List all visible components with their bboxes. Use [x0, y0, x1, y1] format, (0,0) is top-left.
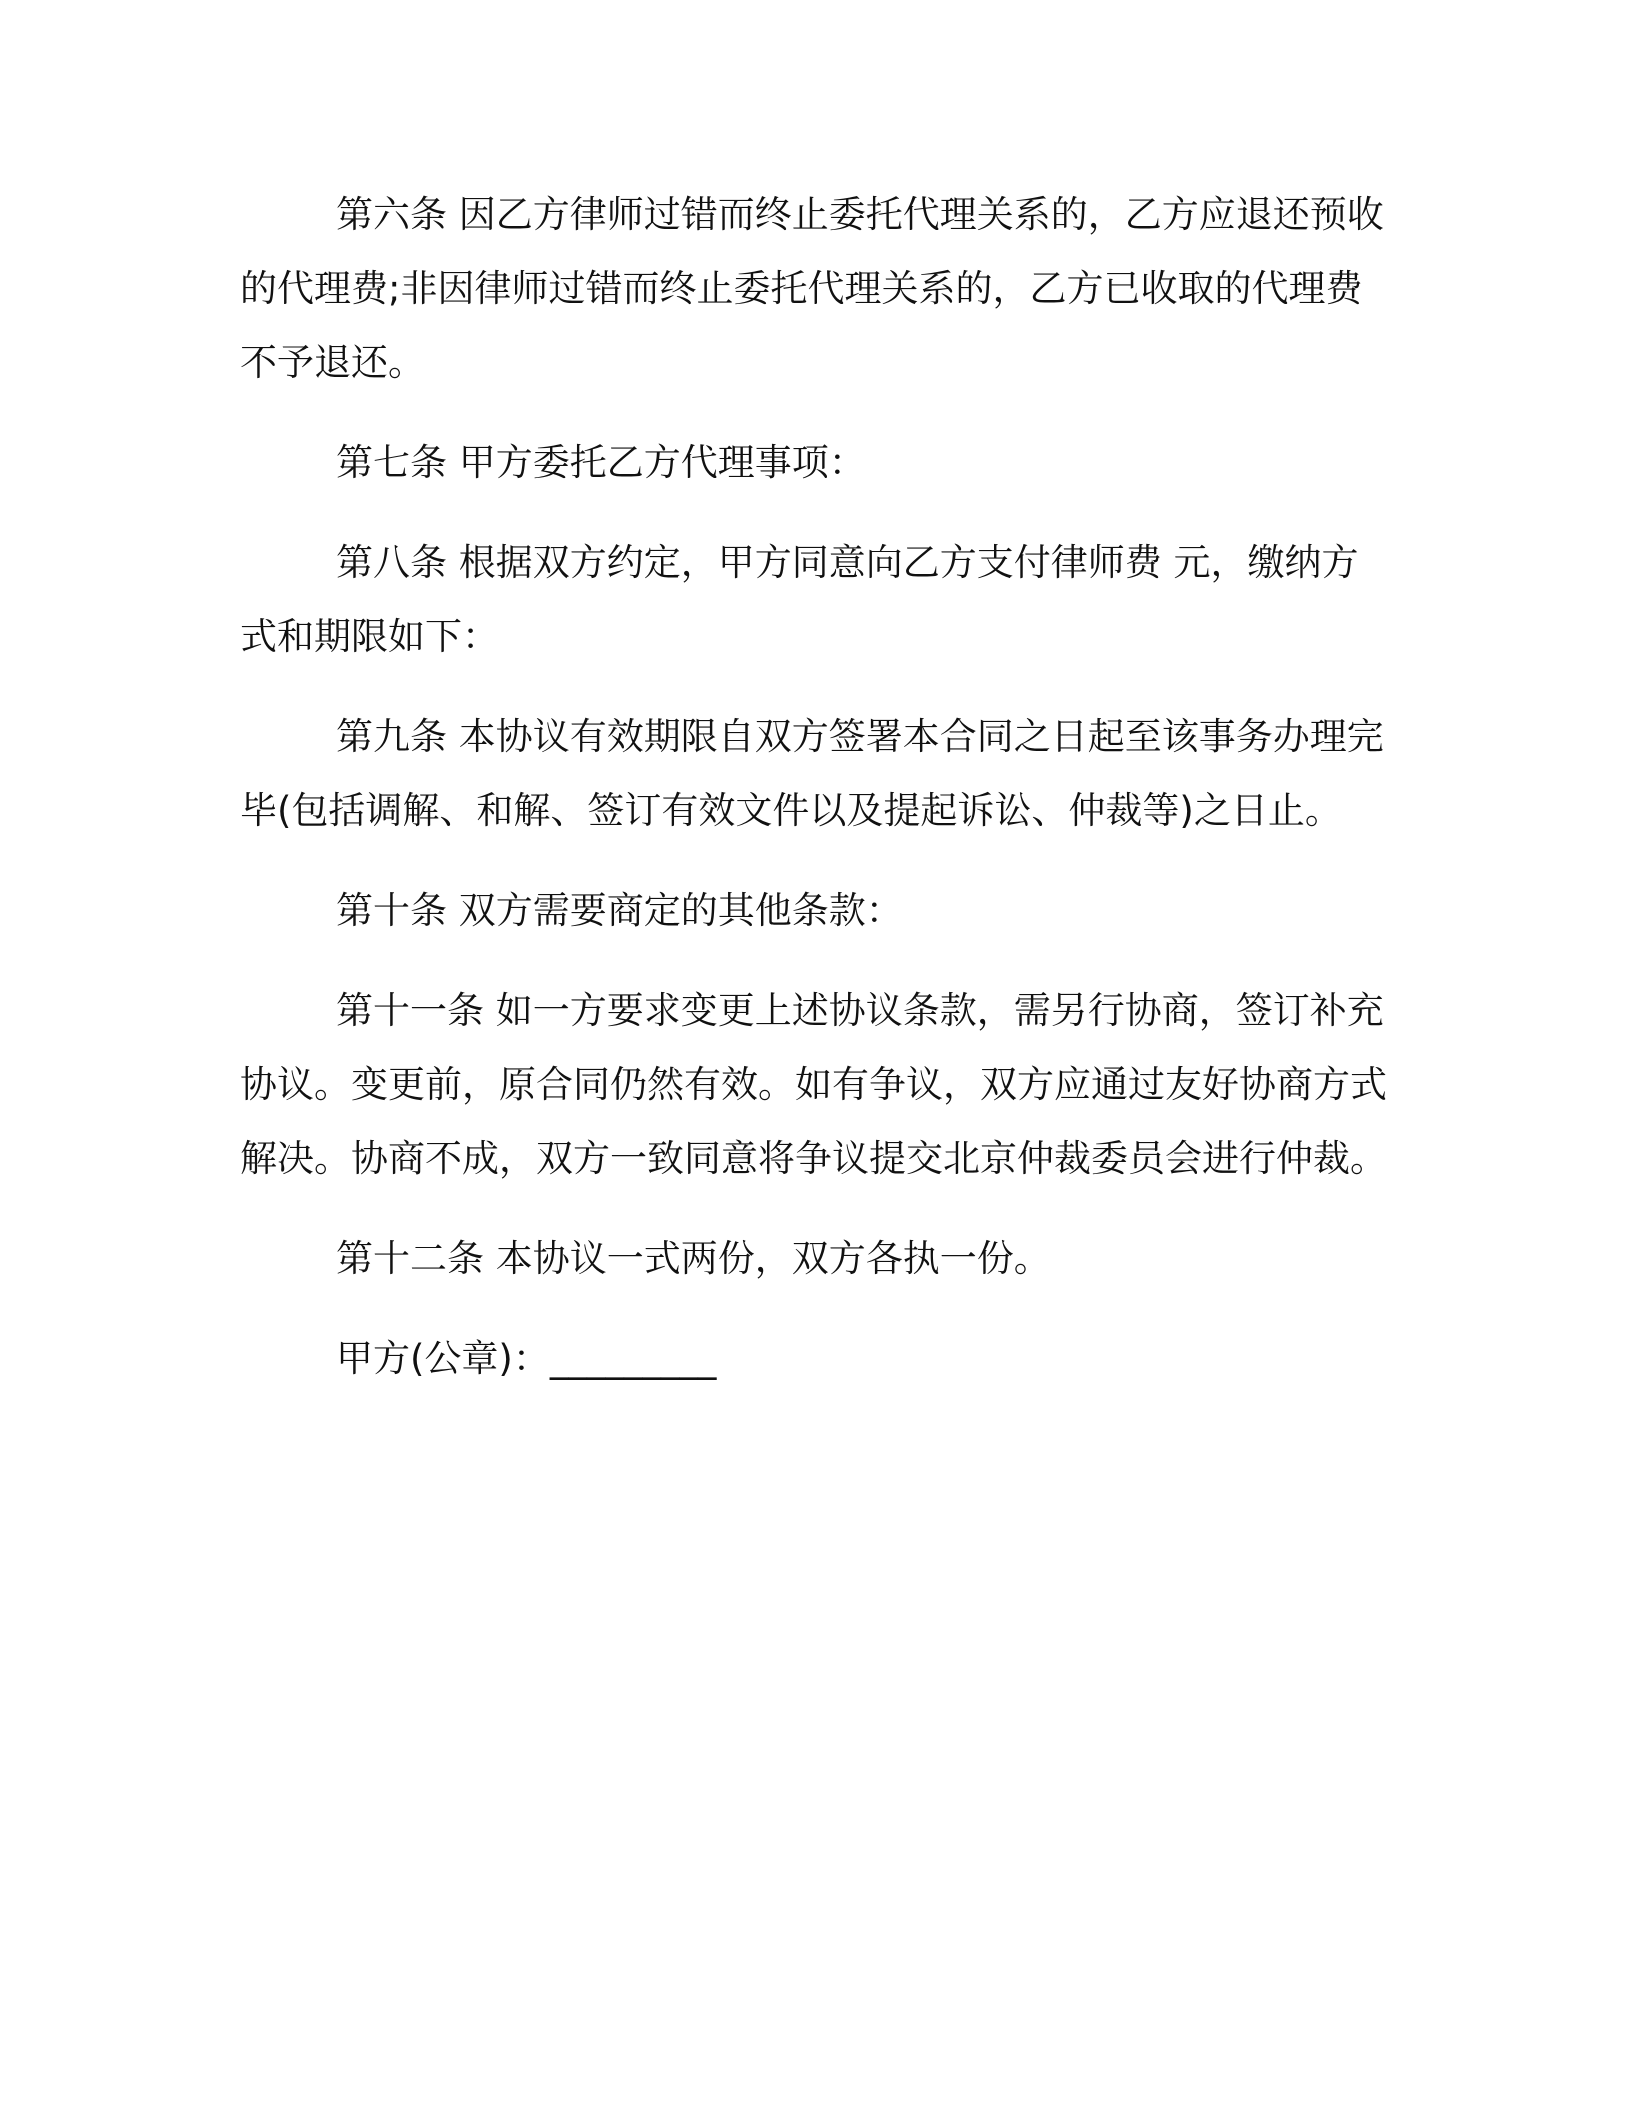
- clause-11: 第十一条 如一方要求变更上述协议条款，需另行协商，签订补充协议。变更前，原合同仍然有效。如有争议，双方应通过友好协商方式解决。协商不成，双方一致同意将争议提交北京仲裁委员会进行仲裁。: [240, 989, 1387, 1180]
- clause-10: 第十条 双方需要商定的其他条款：: [336, 889, 903, 932]
- document-body: [240, 178, 1390, 1422]
- clause-12: 第十二条 本协议一式两份，双方各执一份。: [336, 1237, 1051, 1280]
- clause-8: 第八条 根据双方约定，甲方同意向乙方支付律师费 元，缴纳方式和期限如下：: [240, 541, 1359, 658]
- clause-6: 第六条 因乙方律师过错而终止委托代理关系的，乙方应退还预收的代理费;非因律师过错而终止委托代理关系的，乙方已收取的代理费不予退还。: [240, 193, 1384, 384]
- party-a-seal-line: 甲方(公章)：_________: [336, 1337, 717, 1380]
- clause-9: 第九条 本协议有效期限自双方签署本合同之日起至该事务办理完毕(包括调解、和解、签订有效文件以及提起诉讼、仲裁等)之日止。: [240, 715, 1384, 832]
- clause-7: 第七条 甲方委托乙方代理事项：: [336, 441, 866, 484]
